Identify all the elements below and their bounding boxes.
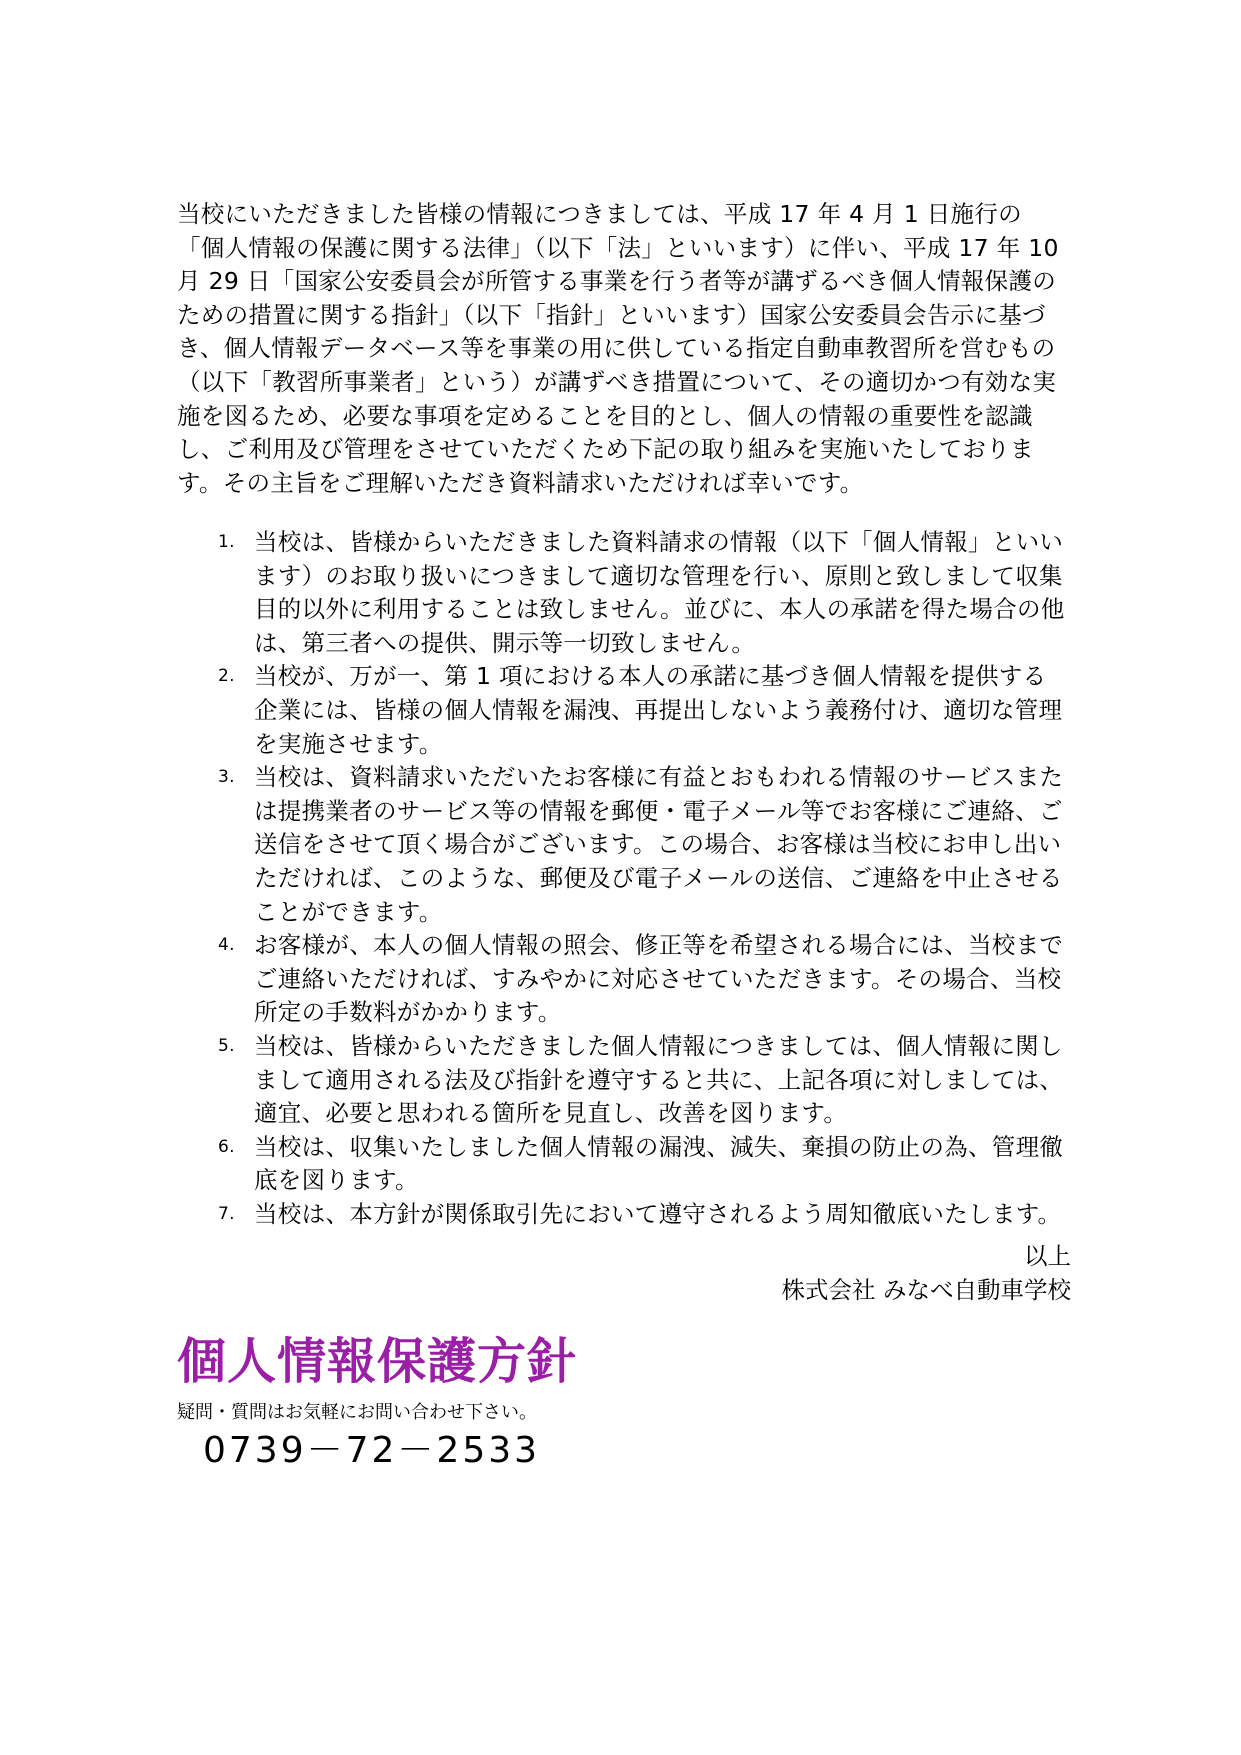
list-item bbox=[210, 761, 1070, 929]
list-item-text: 当校が、万が一、第 1 項における本人の承諾に基づき個人情報を提供する企業には、皆様の個人情報を漏洩、再提出しないよう義務付け、適切な管理を実施させます。 bbox=[254, 662, 1063, 758]
phone-number: 0739－72－2533 bbox=[203, 1430, 541, 1471]
list-item bbox=[210, 929, 1070, 1030]
list-item-number: 2. bbox=[218, 666, 235, 687]
intro-paragraph: 当校にいただきました皆様の情報につきましては、平成 17 年 4 月 1 日施行の「個人情報の保護に関する法律」（以下「法」といいます）に伴い、平成 17 年 10 月 29 日「国家公安委員会が所管する事業を行う者等が講ずるべき個人情報保護のための措置に関する指針」（以下「指針」といいます）国家公安委員会告示に基づき、個人情報データベース等を事業の用に供している指定自動車教習所を営むもの（以下「教習所事業者」という）が講ずべき措置について、その適切かつ有効な実施を図るため、必要な事項を定めることを目的とし、個人の情報の重要性を認識し、ご利用及び管理をさせていただくため下記の取り組みを実施いたしております。その主旨をご理解いただき資料請求いただければ幸いです。 bbox=[177, 200, 1059, 497]
list-item bbox=[210, 660, 1070, 761]
list-item-text: お客様が、本人の個人情報の照会、修正等を希望される場合には、当校までご連絡いただければ、すみやかに対応させていただきます。その場合、当校所定の手数料がかかります。 bbox=[254, 931, 1064, 1027]
page-title: 個人情報保護方針 bbox=[177, 1333, 578, 1390]
list-item bbox=[210, 1030, 1070, 1131]
contact-note: 疑問・質問はお気軽にお問い合わせ下さい。 bbox=[177, 1402, 537, 1423]
list-item-text: 当校は、皆様からいただきました個人情報につきましては、個人情報に関しまして適用される法及び指針を遵守すると共に、上記各項に対しましては、適宜、必要と思われる箇所を見直し、改善を図ります。 bbox=[254, 1031, 1064, 1128]
list-item-text: 当校は、資料請求いただいたお客様に有益とおもわれる情報のサービスまたは提携業者のサービス等の情報を郵便・電子メール等でお客様にご連絡、ご送信をさせて頂く場合がございます。この場合、お客様は当校にお申し出いただければ、このような、郵便及び電子メールの送信、ご連絡を中止させることができます。 bbox=[254, 763, 1064, 926]
end-mark: 以上 bbox=[1024, 1242, 1071, 1270]
list-item-text: 当校は、収集いたしました個人情報の漏洩、減失、棄損の防止の為、管理徹底を図ります。 bbox=[254, 1132, 1064, 1195]
list-item-text: 当校は、皆様からいただきました資料請求の情報（以下「個人情報」といいます）のお取り扱いにつきまして適切な管理を行い、原則と致しまして収集目的以外に利用することは致しません。並びに、本人の承諾を得た場合の他は、第三者への提供、開示等一切致しません。 bbox=[254, 528, 1065, 657]
closing-block bbox=[782, 1240, 1071, 1307]
list-item-number: 1. bbox=[218, 532, 235, 552]
list-item bbox=[210, 1198, 1070, 1232]
list-item-number: 7. bbox=[218, 1203, 235, 1224]
list-item-number: 6. bbox=[218, 1136, 235, 1157]
list-item-text: 当校は、本方針が関係取引先において遵守されるよう周知徹底いたします。 bbox=[254, 1199, 1062, 1228]
list-item-number: 5. bbox=[218, 1035, 235, 1056]
list-item-number: 4. bbox=[218, 935, 235, 956]
list-item bbox=[210, 526, 1070, 660]
policy-list bbox=[210, 526, 1070, 1231]
company-name: 株式会社 みなべ自動車学校 bbox=[781, 1275, 1071, 1304]
list-item-number: 3. bbox=[218, 767, 235, 788]
list-item bbox=[210, 1131, 1070, 1198]
